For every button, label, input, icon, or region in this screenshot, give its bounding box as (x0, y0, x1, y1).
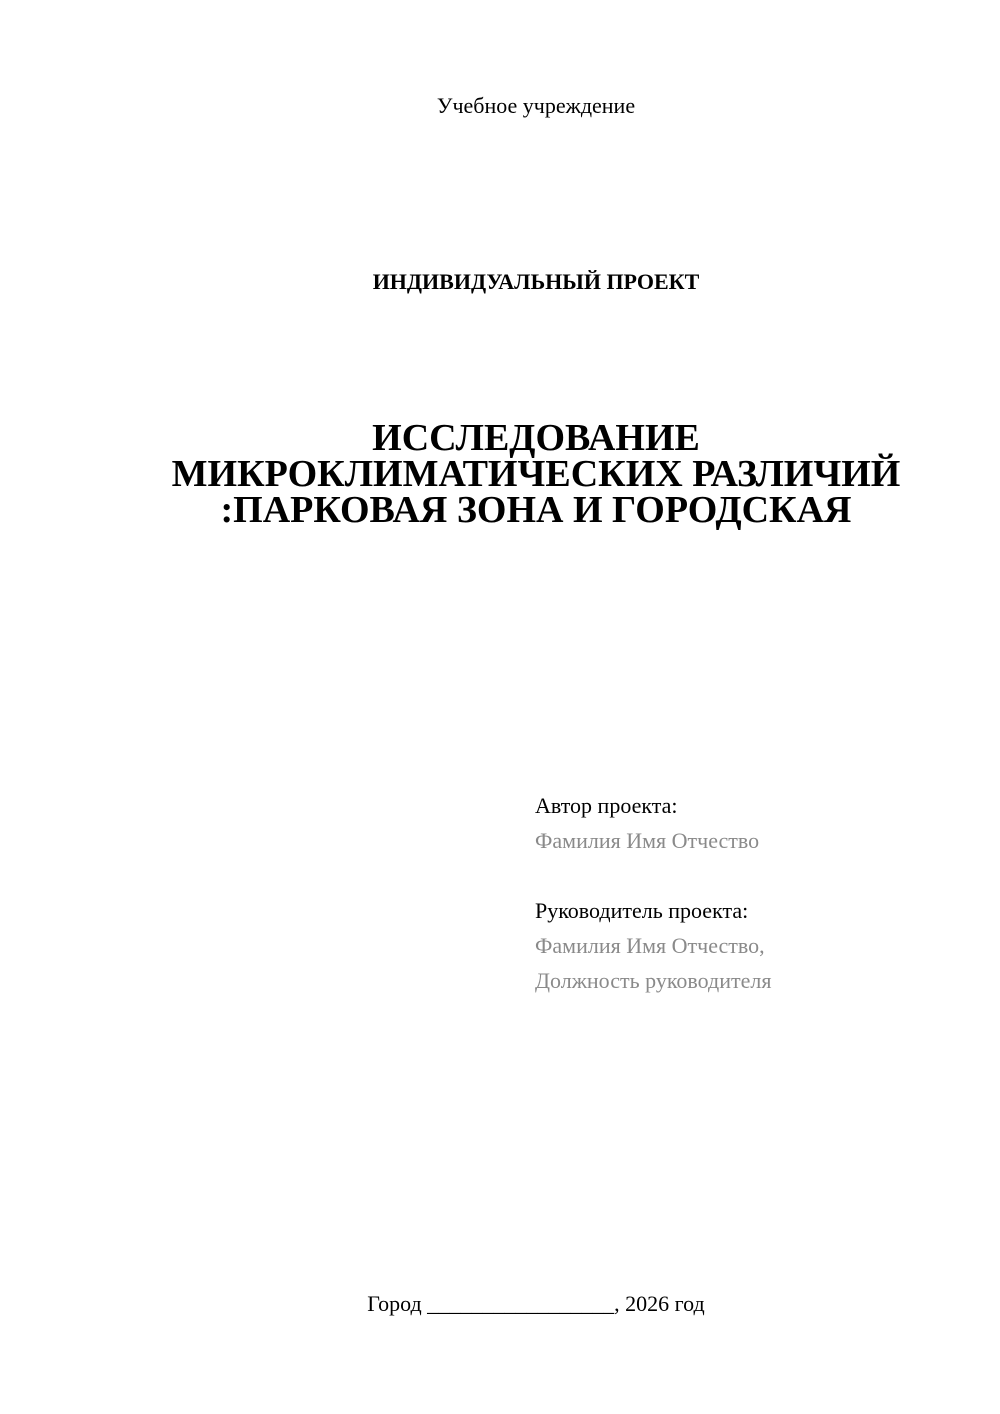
supervisor-position: Должность руководителя (535, 968, 772, 993)
author-label: Автор проекта: (535, 793, 678, 818)
project-info-block (535, 788, 975, 998)
institution-name: Учебное учреждение (436, 93, 636, 118)
supervisor-name: Фамилия Имя Отчество, (535, 933, 765, 958)
author-name: Фамилия Имя Отчество (535, 828, 760, 853)
supervisor-label: Руководитель проекта: (535, 898, 749, 923)
city-year-line: Город _________________, 2026 год (367, 1291, 705, 1316)
project-title (0, 417, 1000, 531)
project-type-heading: ИНДИВИДУАЛЬНЫЙ ПРОЕКТ (372, 269, 700, 294)
project-title-line-2: МИКРОКЛИМАТИЧЕСКИХ РАЗЛИЧИЙ (171, 453, 901, 495)
project-title-line-3: :ПАРКОВАЯ ЗОНА И ГОРОДСКАЯ (220, 489, 852, 531)
info-spacer (535, 858, 975, 893)
project-title-line-1: ИССЛЕДОВАНИЕ (372, 417, 700, 459)
